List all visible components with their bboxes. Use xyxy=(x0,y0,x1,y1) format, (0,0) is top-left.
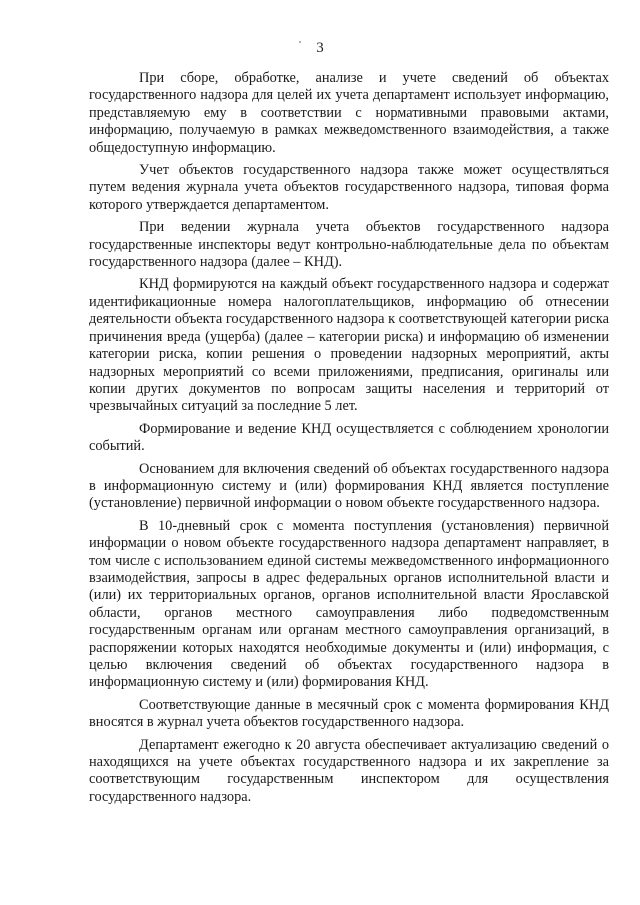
paragraph-monthly-entry: Соответствующие данные в месячный срок с момента формирования КНД вносятся в журнал учета объектов государственного надзора. xyxy=(89,696,609,731)
paragraph-knd-contents: КНД формируются на каждый объект государственного надзора и содержат идентификационные номера налогоплательщиков, информацию об отнесении деятельности объекта государственного надзора к соответствующей категории риска причинения вреда (ущерба) (далее – категории риска) и информацию об изменении категории риска, копии решения о проведении надзорных мероприятий, акты надзорных мероприятий со всеми приложениями, предписания, оригиналы или копии других документов по вопросам защиты населения и территорий от чрезвычайных ситуаций за последние 5 лет. xyxy=(89,276,609,415)
paragraph-journal-accounting: Учет объектов государственного надзора также может осуществляться путем ведения журнала учета объектов государственного надзора, типовая форма которого утверждается департаментом. xyxy=(89,162,609,213)
paragraph-annual-update: Департамент ежегодно к 20 августа обеспечивает актуализацию сведений о находящихся на учете объектах государственного надзора и их закрепление за соответствующим государственным инспектором для осуществления государственного надзора. xyxy=(89,736,609,805)
paragraph-chronology: Формирование и ведение КНД осуществляется с соблюдением хронологии событий. xyxy=(89,420,609,455)
document-body xyxy=(89,70,609,811)
paragraph-interagency-requests: В 10-дневный срок с момента поступления (установления) первичной информации о новом объекте государственного надзора департамент направляет, в том числе с использованием единой системы межведомственного информационного взаимодействия, запросы в адрес федеральных органов исполнительной власти и (или) их территориальных органов, органов исполнительной власти Ярославской области, органов местного самоуправления либо подведомственным государственным органам или органам местного самоуправления организаций, в распоряжении которых находятся необходимые документы и (или) информация, с целью включения сведений об объектах государственного надзора в информационную систему и (или) формирования КНД. xyxy=(89,517,609,691)
paragraph-inclusion-basis: Основанием для включения сведений об объектах государственного надзора в информационную систему и (или) формирования КНД является поступление (установление) первичной информации о новом объекте государственного надзора. xyxy=(89,460,609,512)
paragraph-data-collection: При сборе, обработке, анализе и учете сведений об объектах государственного надзора для целей их учета департамент использует информацию, представляемую ему в соответствии с нормативными правовыми актами, информацию, получаемую в рамках межведомственного взаимодействия, а также общедоступную информацию. xyxy=(89,70,609,156)
paragraph-observation-files: При ведении журнала учета объектов государственного надзора государственные инспекторы ведут контрольно-наблюдательные дела по объектам государственного надзора (далее – КНД). xyxy=(89,219,609,271)
page-number: 3 xyxy=(316,40,324,56)
